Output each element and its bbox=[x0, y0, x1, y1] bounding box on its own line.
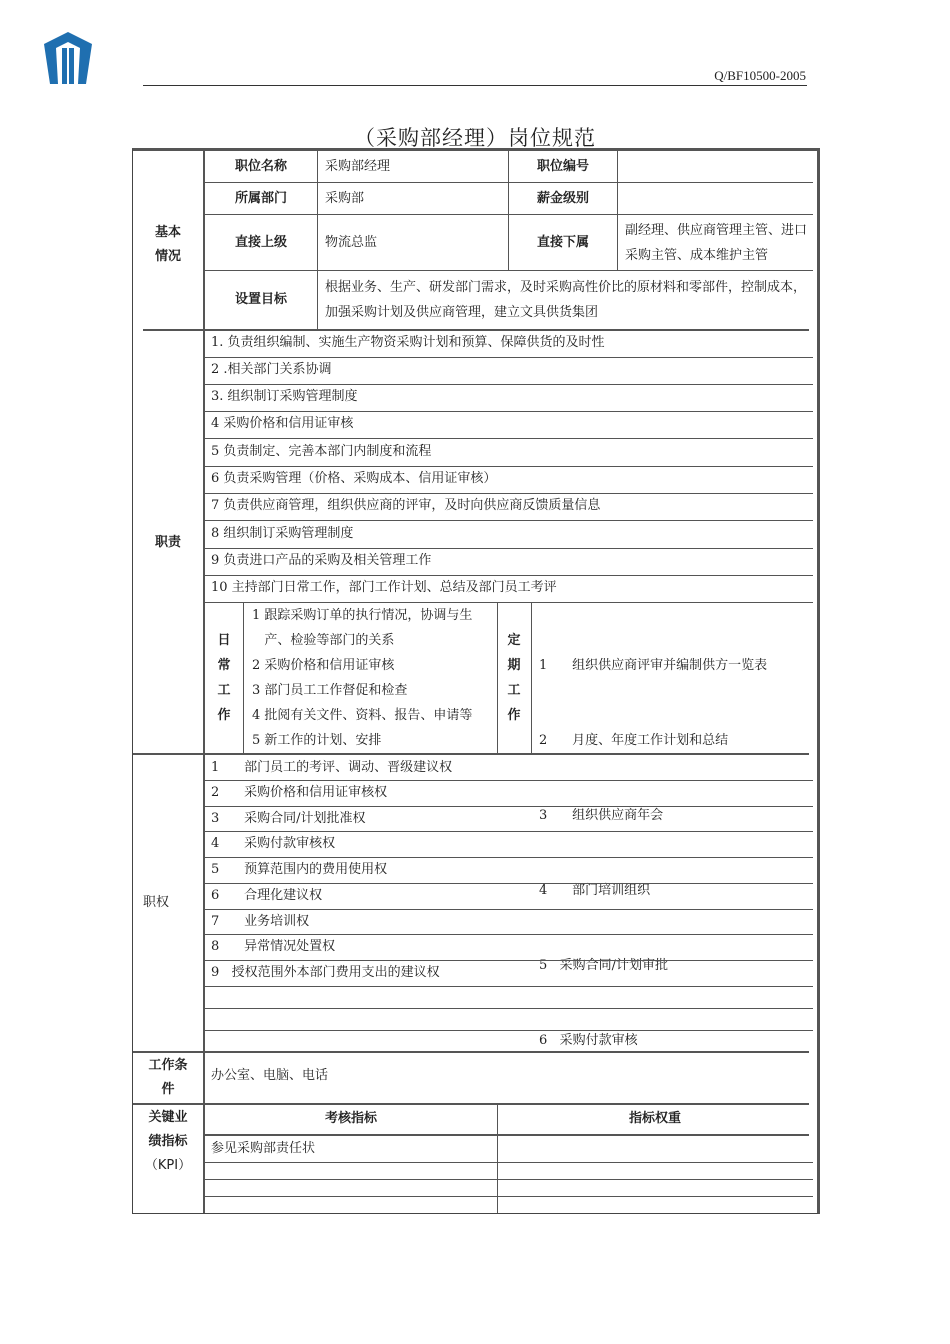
daily-grid-line bbox=[243, 602, 244, 753]
basic-section-label: 基本 情况 bbox=[154, 225, 181, 264]
periodic-work-item: 2 月度、年度工作计划和总结 bbox=[539, 733, 729, 748]
department-value: 采购部 bbox=[325, 190, 365, 206]
duty-item: 6 负责采购管理（价格、采购成本、信用证审核） bbox=[211, 471, 497, 486]
row-line bbox=[203, 1196, 813, 1197]
daily-work-label: 日 常 工 作 bbox=[217, 633, 231, 723]
position-name-label: 职位名称 bbox=[234, 158, 287, 174]
superior-value: 物流总监 bbox=[325, 234, 378, 250]
conditions-value: 办公室、电脑、电话 bbox=[211, 1068, 329, 1083]
row-line bbox=[203, 1179, 813, 1180]
authority-item: 1 部门员工的考评、调动、晋级建议权 bbox=[211, 760, 453, 775]
row-line bbox=[203, 1162, 813, 1163]
goal-label: 设置目标 bbox=[234, 292, 287, 307]
conditions-section-label: 工作条 件 bbox=[148, 1058, 188, 1097]
kpi-indicator-header: 考核指标 bbox=[324, 1111, 377, 1126]
daily-work-item: 3 部门员工工作督促和检查 bbox=[252, 683, 408, 698]
row-line bbox=[203, 1008, 813, 1009]
page-title: （采购部经理）岗位规范 bbox=[354, 126, 596, 150]
authority-item: 8 异常情况处置权 bbox=[211, 939, 336, 954]
authority-item: 6 合理化建议权 bbox=[211, 888, 323, 903]
job-spec-table bbox=[132, 148, 820, 1214]
row-line bbox=[203, 1030, 813, 1031]
position-code-value bbox=[625, 151, 805, 182]
subordinate-label: 直接下属 bbox=[536, 234, 589, 250]
salary-label: 薪金级别 bbox=[536, 190, 589, 206]
periodic-work-item: 3 组织供应商年会 bbox=[539, 808, 664, 823]
basic-grid-line bbox=[317, 151, 318, 329]
basic-grid-line bbox=[617, 151, 618, 270]
duty-item: 1. 负责组织编制、实施生产物资采购计划和预算、保障供货的及时性 bbox=[211, 335, 605, 350]
authority-item: 2 采购价格和信用证审核权 bbox=[211, 785, 388, 800]
superior-label: 直接上级 bbox=[234, 234, 287, 250]
duties-section-label: 职责 bbox=[154, 535, 181, 550]
duty-item: 8 组织制订采购管理制度 bbox=[211, 526, 354, 541]
daily-work-item: 产、检验等部门的关系 bbox=[252, 633, 395, 648]
periodic-work-item: 4 部门培训组织 bbox=[539, 883, 651, 898]
authority-item: 3 采购合同/计划批准权 bbox=[211, 811, 366, 826]
duty-item: 2 .相关部门关系协调 bbox=[211, 362, 332, 377]
daily-work-list bbox=[252, 603, 472, 753]
daily-work-item: 4 批阅有关文件、资料、报告、申请等 bbox=[252, 708, 473, 723]
periodic-work-list bbox=[539, 603, 767, 1103]
company-logo-icon bbox=[38, 30, 98, 88]
document-number: Q/BF10500-2005 bbox=[714, 68, 806, 83]
periodic-work-label: 定 期 工 作 bbox=[507, 633, 521, 723]
daily-work-item: 5 新工作的计划、安排 bbox=[252, 733, 382, 748]
periodic-work-item: 6 采购付款审核 bbox=[539, 1033, 638, 1048]
duty-item: 5 负责制定、完善本部门内制度和流程 bbox=[211, 444, 432, 459]
duty-item: 4 采购价格和信用证审核 bbox=[211, 416, 354, 431]
duty-item: 7 负责供应商管理，组织供应商的评审，及时向供应商反馈质量信息 bbox=[211, 498, 601, 513]
subordinate-value: 副经理、供应商管理主管、进口采购主管、成本维护主管 bbox=[625, 222, 808, 263]
daily-work-item: 2 采购价格和信用证审核 bbox=[252, 658, 395, 673]
duty-item: 9 负责进口产品的采购及相关管理工作 bbox=[211, 553, 432, 568]
duty-item: 10 主持部门日常工作，部门工作计划、总结及部门员工考评 bbox=[211, 580, 557, 595]
daily-work-item: 1 跟踪采购订单的执行情况，协调与生 bbox=[252, 608, 473, 623]
authority-item: 4 采购付款审核权 bbox=[211, 836, 336, 851]
goal-value: 根据业务、生产、研发部门需求，及时采购高性价比的原材料和零部件，控制成本，加强采购计划及供应商管理，建立文具供货集团 bbox=[325, 280, 807, 320]
salary-value bbox=[625, 183, 805, 214]
header-rule bbox=[143, 85, 807, 86]
kpi-weight-header: 指标权重 bbox=[628, 1111, 681, 1126]
periodic-work-item: 5 采购合同/计划审批 bbox=[539, 958, 669, 973]
position-name-value: 采购部经理 bbox=[325, 158, 391, 174]
periodic-work-item: 1 组织供应商评审并编制供方一览表 bbox=[539, 658, 768, 673]
section-divider bbox=[133, 1051, 809, 1053]
kpi-indicator-cell: 参见采购部责任状 bbox=[211, 1141, 316, 1156]
authority-item: 7 业务培训权 bbox=[211, 914, 310, 929]
kpi-section-label: 关键业 绩指标 （KPI） bbox=[144, 1110, 192, 1173]
authority-section-label: 职权 bbox=[143, 895, 170, 910]
position-code-label: 职位编号 bbox=[536, 158, 589, 174]
authority-item: 9 授权范围外本部门费用支出的建议权 bbox=[211, 965, 440, 980]
department-label: 所属部门 bbox=[234, 190, 287, 206]
authority-item: 5 预算范围内的费用使用权 bbox=[211, 862, 388, 877]
duty-item: 3. 组织制订采购管理制度 bbox=[211, 389, 358, 404]
row-line bbox=[203, 986, 813, 987]
